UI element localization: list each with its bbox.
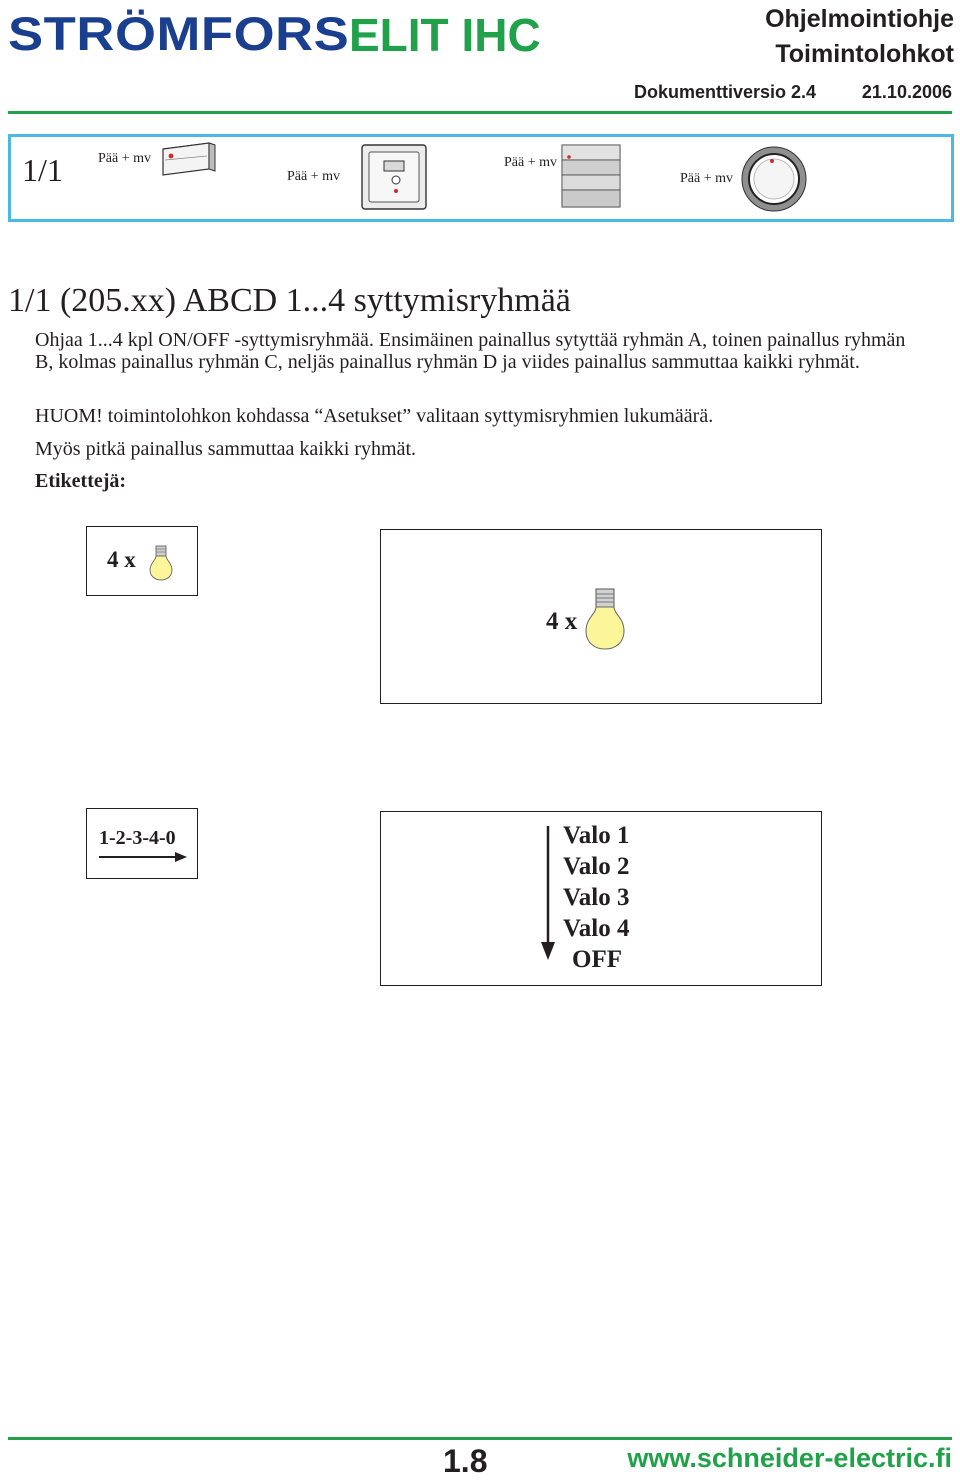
- document-version: Dokumenttiversio 2.4: [634, 82, 817, 102]
- arrow-right-icon: [99, 849, 189, 867]
- function-device-box: [8, 134, 954, 222]
- sequence-item: OFF: [572, 946, 622, 973]
- document-date: 21.10.2006: [861, 82, 952, 102]
- device-label-4: Pää + mv: [680, 171, 733, 186]
- small-bulb-count: 4 x: [107, 547, 136, 572]
- display-panel-icon: [360, 143, 428, 216]
- function-code: 1/1: [22, 152, 63, 188]
- rotary-knob-icon: [740, 145, 808, 218]
- lightbulb-icon: [148, 544, 174, 587]
- sequence-item: Valo 1: [563, 822, 630, 849]
- sequence-list: [563, 820, 629, 975]
- product-name: ELIT IHC: [349, 9, 541, 61]
- sequence-item: Valo 3: [563, 884, 630, 911]
- labels-heading: Etikettejä:: [35, 470, 127, 492]
- large-bulb-label-box: [380, 529, 822, 704]
- website-link[interactable]: www.schneider-electric.fi: [627, 1443, 952, 1473]
- page-number: 1.8: [443, 1443, 488, 1479]
- device-label-2: Pää + mv: [287, 169, 340, 184]
- small-sequence-label-box: [86, 808, 198, 879]
- note2-text: Myös pitkä painallus sammuttaa kaikki ryhmät.: [35, 438, 417, 460]
- lightbulb-icon: [583, 586, 627, 657]
- small-bulb-label-box: [86, 526, 198, 596]
- wall-switch-icon: [157, 141, 217, 182]
- footer-divider: [8, 1437, 952, 1440]
- note-text: HUOM! toimintolohkon kohdassa “Asetukset” valitaan syttymisryhmien lukumäärä.: [35, 405, 714, 427]
- section-title: 1/1 (205.xx) ABCD 1...4 syttymisryhmää: [8, 282, 571, 319]
- sequence-item: Valo 4: [563, 915, 630, 942]
- header-divider: [8, 111, 952, 114]
- arrow-down-icon: [539, 826, 557, 967]
- document-type: [765, 2, 954, 72]
- multi-button-icon: [561, 144, 623, 213]
- small-sequence-text: 1-2-3-4-0: [99, 827, 176, 849]
- document-type-line1: Ohjelmointiohje: [765, 5, 954, 33]
- sequence-item: Valo 2: [563, 853, 630, 880]
- large-sequence-label-box: [380, 811, 822, 986]
- device-label-3: Pää + mv: [504, 155, 557, 170]
- device-label-1: Pää + mv: [98, 151, 151, 166]
- large-bulb-count: 4 x: [546, 608, 578, 635]
- brand-logo: STRÖMFORS: [8, 7, 350, 60]
- document-type-line2: Toimintolohkot: [775, 40, 954, 68]
- description-text: Ohjaa 1...4 kpl ON/OFF -syttymisryhmää. Ensimäinen painallus sytyttää ryhmän A, toinen painallus ryhmän B, kolmas painallus ryhmän C, neljäs painallus ryhmän D ja viides painallus sammuttaa kaikki ryhmät.: [35, 329, 906, 373]
